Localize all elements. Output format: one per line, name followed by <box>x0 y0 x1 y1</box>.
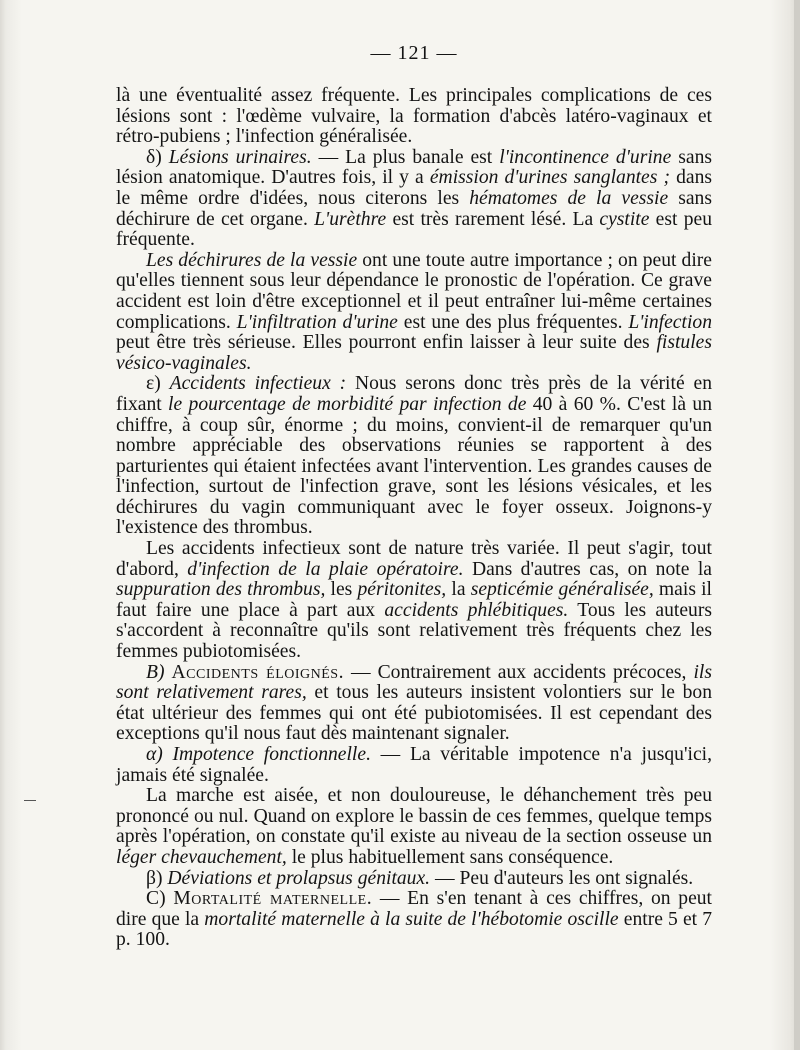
page-edge-shadow <box>794 0 800 1050</box>
text-run: est très rarement lésé. La <box>386 208 600 230</box>
text-run: Tous les auteurs s'accordent à reconnaître qu'ils sont relativement très fréquents chez les femmes pubiotomisées. <box>116 599 712 663</box>
text-run: Dans d'autres cas, on note la <box>463 558 712 580</box>
text-run: le plus habituellement sans conséquence. <box>286 846 614 868</box>
italic-run: septicémie généralisée, <box>470 579 654 601</box>
italic-run: léger chevauchement, <box>116 846 287 868</box>
paragraph-mortalite <box>116 889 712 951</box>
section-heading: Mortalité maternelle. <box>173 888 373 910</box>
section-marker: α) <box>146 744 163 765</box>
text-run: — Contrairement aux accidents précoces, <box>343 661 694 683</box>
italic-run: ils sont relativement rares, <box>116 661 712 704</box>
section-heading: Accidents éloignés. <box>171 661 344 683</box>
text-run: Les accidents infectieux sont de nature très variée. Il peut s'agir, tout d'abord, <box>116 538 712 580</box>
paragraph-1 <box>116 86 712 148</box>
text-run: Nous serons donc très près de la vérité en fixant <box>116 373 712 415</box>
text-run: 40 à 60 %. C'est là un chiffre, à coup sûr, énorme ; du moins, convient-il de remarquer qu'un nombre appréciable des observations réunies se rapportent à des parturientes qui étaient infectées avant l'intervention. Les grandes causes de l'infection, surtout de l'infection grave, sont les lésions vésicales, et les déchirures du vagin communiquant avec le foyer osseux. Joignons-y l'existence des thrombus. <box>116 393 712 539</box>
section-heading: Accidents infectieux : <box>169 373 347 395</box>
italic-run: mortalité maternelle à la suite de l'hébotomie oscille <box>204 908 619 930</box>
page-number: — 121 — <box>370 42 458 64</box>
text-run: dans le même ordre d'idées, nous citerons les <box>116 167 713 209</box>
italic-run: L'urèthre <box>314 208 387 230</box>
body-text <box>116 86 712 951</box>
italic-run: l'incontinence d'urine <box>499 146 672 168</box>
italic-run: L'infection <box>628 311 712 333</box>
text-run: est peu fréquente. <box>116 208 712 251</box>
italic-run: cystite <box>599 208 650 230</box>
text-run: sans lésion anatomique. D'autres fois, il y a <box>116 146 712 189</box>
text-run: mais il faut faire une place à part aux <box>116 579 712 621</box>
text-run: — La véritable impotence n'a jusqu'ici, jamais été signalée. <box>116 744 712 786</box>
text-run: La marche est aisée, et non douloureuse, le déhanchement très peu prononcé ou nul. Quand on explore le bassin de ces femmes, quelque temps après l'opération, on constate qu'il existe au niveau de la section osseuse un <box>116 785 712 848</box>
paragraph-deviations <box>116 869 712 890</box>
italic-run: d'infection de la plaie opératoire. <box>187 558 464 580</box>
section-marker: B) <box>146 661 165 683</box>
text-run: entre 5 et 7 p. 100. <box>116 908 712 951</box>
text-run: sans déchirure de cet organe. <box>116 187 712 230</box>
section-heading: Lésions urinaires. <box>168 146 312 168</box>
section-marker: β) <box>146 867 163 889</box>
text-run: ont une toute autre importance ; on peut dire qu'elles tiennent sous leur dépendance le pronostic de l'opération. Ce grave accident est loin d'être exceptionnel et il peut entraîner lui-même certaines complications. <box>116 249 712 333</box>
italic-run: hématomes de la vessie <box>469 187 669 209</box>
margin-mark <box>24 800 36 801</box>
text-run: — La plus banale est <box>311 146 500 168</box>
text-run: la <box>446 579 471 601</box>
italic-run: Les déchirures de la vessie <box>146 249 358 271</box>
italic-run: émission d'urines sanglantes ; <box>429 167 670 189</box>
italic-run: suppuration des thrombus, <box>116 579 326 601</box>
italic-run: le pourcentage de morbidité par infection de <box>168 393 527 415</box>
paragraph-nature-accidents <box>116 539 712 663</box>
text-run: les <box>325 579 358 601</box>
text-run: — Peu d'auteurs les ont signalés. <box>430 867 694 889</box>
italic-run: accidents phlébitiques. <box>384 599 569 621</box>
text-run: peut être très sérieuse. Elles pourront enfin laisser à leur suite des <box>116 332 657 354</box>
paragraph-accidents-infectieux <box>116 374 712 539</box>
paragraph-accidents-eloignes <box>116 663 712 745</box>
section-marker: C) <box>146 888 166 910</box>
paragraph-impotence <box>116 745 712 786</box>
paragraph-lesions-urinaires <box>116 148 712 251</box>
italic-run: L'infiltration d'urine <box>236 311 398 333</box>
text-run: est une des plus fréquentes. <box>397 311 629 333</box>
italic-run: péritonites, <box>357 579 447 601</box>
section-heading: Déviations et prolapsus génitaux. <box>167 867 431 889</box>
text-run: — En s'en tenant à ces chiffres, on peut dire que la <box>116 888 713 930</box>
italic-run: fistules vésico-vaginales. <box>116 332 712 374</box>
section-marker: ε) <box>146 373 161 395</box>
text-run: et tous les auteurs insistent volontiers sur le bon état ultérieur des femmes qui ont été pubiotomisées. Il est cependant des exceptions qu'il nous faut dès maintenant signaler. <box>116 682 712 745</box>
paragraph-marche <box>116 786 712 868</box>
paragraph-dechirures-vessie <box>116 251 712 375</box>
section-heading: Impotence fonctionnelle. <box>172 744 371 765</box>
p1-text: là une éventualité assez fréquente. Les principales complications de ces lésions sont : l'œdème vulvaire, la formation d'abcès latéro-vaginaux et rétro-pubiens ; l'infection généralisée. <box>116 85 712 148</box>
section-marker: δ) <box>146 146 162 168</box>
